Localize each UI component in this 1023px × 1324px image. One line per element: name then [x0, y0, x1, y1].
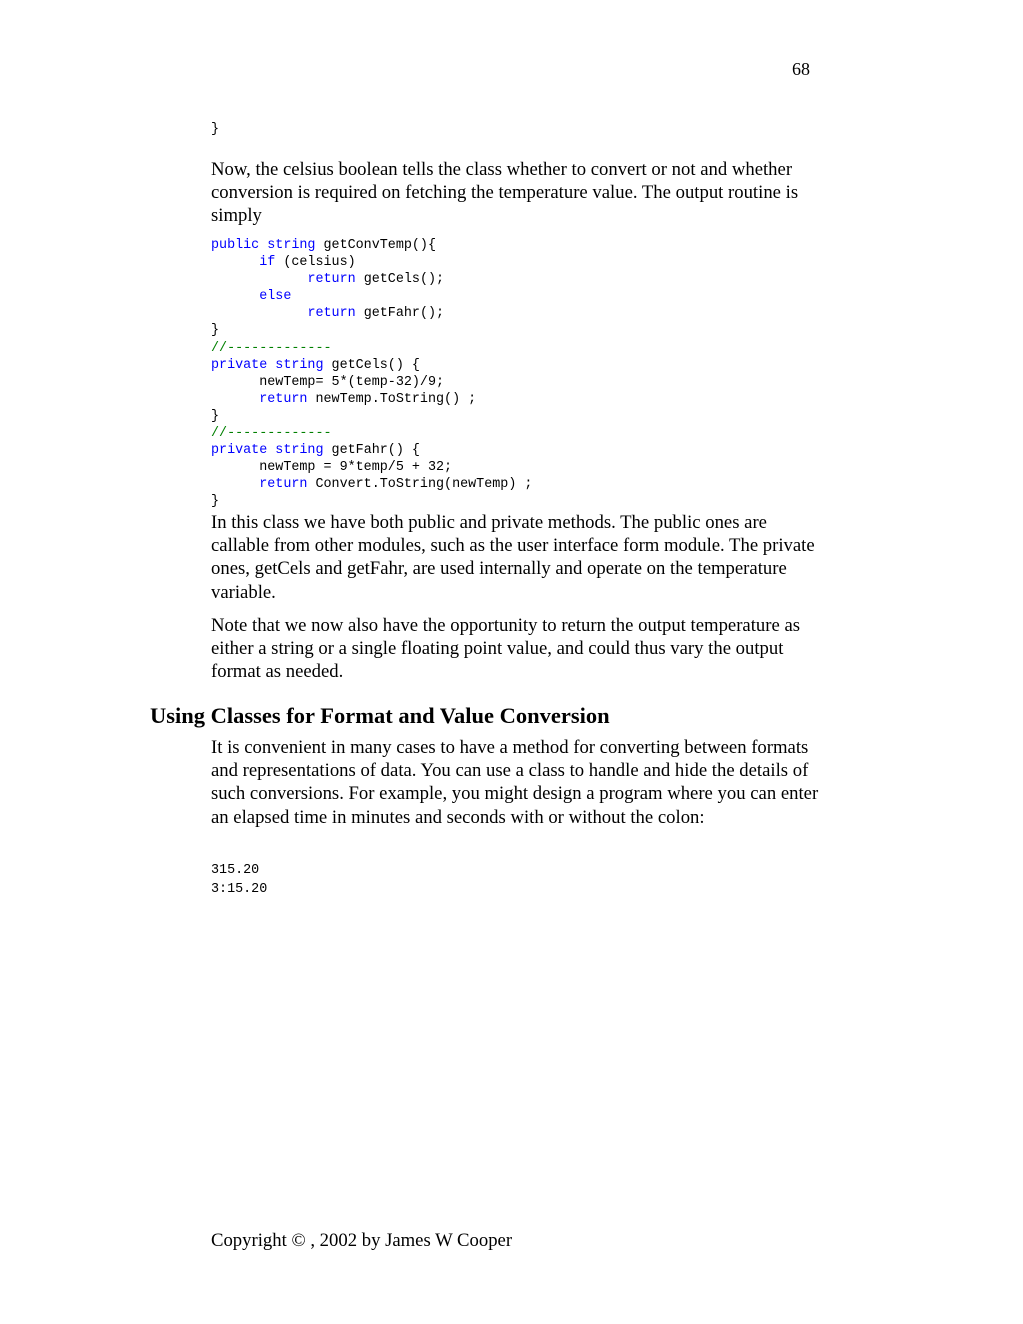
code-comment: //------------- — [211, 426, 332, 442]
code-line — [211, 237, 532, 254]
code-text — [211, 477, 259, 492]
code-line — [211, 271, 532, 288]
code-text: } — [211, 323, 220, 339]
paragraph-celsius-boolean: Now, the celsius boolean tells the class whether to convert or not and whether conversion is required on fetching the temperature value. The output routine is simply — [211, 159, 799, 227]
code-line — [211, 374, 532, 391]
code-text — [211, 272, 307, 287]
code-line — [211, 121, 219, 138]
code-line — [211, 442, 532, 459]
code-line — [211, 340, 532, 357]
code-line — [211, 425, 532, 442]
code-keyword: return — [307, 306, 356, 322]
code-line — [211, 254, 532, 271]
code-text — [211, 255, 259, 270]
code-keyword: return — [259, 477, 308, 493]
code-text: newTemp.ToString() ; — [307, 391, 477, 407]
code-text: 3:15.20 — [211, 882, 268, 897]
code-line — [211, 288, 532, 305]
code-line — [211, 861, 267, 880]
section-heading: Using Classes for Format and Value Conversion — [150, 703, 610, 728]
code-line — [211, 305, 532, 322]
code-block-closing-brace — [211, 121, 219, 138]
code-text: 315.20 — [211, 863, 260, 878]
code-keyword: public string — [211, 238, 324, 253]
code-text: getFahr() { — [331, 443, 420, 459]
code-line — [211, 357, 532, 374]
code-line — [211, 391, 532, 408]
code-text: getCels(); — [355, 272, 445, 288]
code-keyword: private string — [211, 357, 332, 373]
code-text — [211, 306, 307, 321]
code-text — [211, 289, 259, 304]
code-block-conversion-methods — [211, 237, 532, 511]
code-text: getFahr(); — [355, 306, 445, 322]
code-keyword: else — [259, 289, 292, 305]
code-line — [211, 880, 267, 899]
code-text — [211, 392, 259, 407]
code-text: getCels() { — [331, 357, 420, 373]
code-line — [211, 322, 532, 339]
paragraph-public-private-methods: In this class we have both public and private methods. The public ones are callable from other modules, such as the user interface form module. The private ones, getCels and getFahr, are used internally and operate on the temperature variable. — [211, 512, 815, 603]
code-comment: //------------- — [211, 340, 332, 356]
paragraph-format-conversion: It is convenient in many cases to have a method for converting between formats and representations of data. You can use a class to handle and hide the details of such conversions. For example, you might design a program where you can enter an elapsed time in minutes and seconds with or without the colon: — [211, 737, 819, 828]
code-text: } — [211, 122, 220, 137]
code-line — [211, 408, 532, 425]
code-text: getConvTemp(){ — [323, 238, 436, 253]
code-text: (celsius) — [275, 255, 356, 271]
code-keyword: return — [307, 272, 356, 288]
code-text: newTemp= 5*(temp-32)/9; — [211, 374, 445, 390]
code-keyword: return — [259, 391, 308, 407]
code-line — [211, 493, 532, 510]
code-text: } — [211, 494, 220, 510]
code-line — [211, 459, 532, 476]
page-number: 68 — [792, 59, 810, 79]
code-keyword: if — [259, 255, 276, 271]
code-keyword: private string — [211, 443, 332, 459]
code-text: Convert.ToString(newTemp) ; — [307, 477, 533, 493]
code-line — [211, 476, 532, 493]
copyright-footer: Copyright © , 2002 by James W Cooper — [211, 1230, 513, 1251]
code-text: newTemp = 9*temp/5 + 32; — [211, 460, 453, 476]
code-text: } — [211, 408, 220, 424]
paragraph-output-format-note: Note that we now also have the opportunity to return the output temperature as either a string or a single floating point value, and could thus vary the output format as needed. — [211, 615, 801, 683]
code-block-time-examples — [211, 861, 267, 899]
